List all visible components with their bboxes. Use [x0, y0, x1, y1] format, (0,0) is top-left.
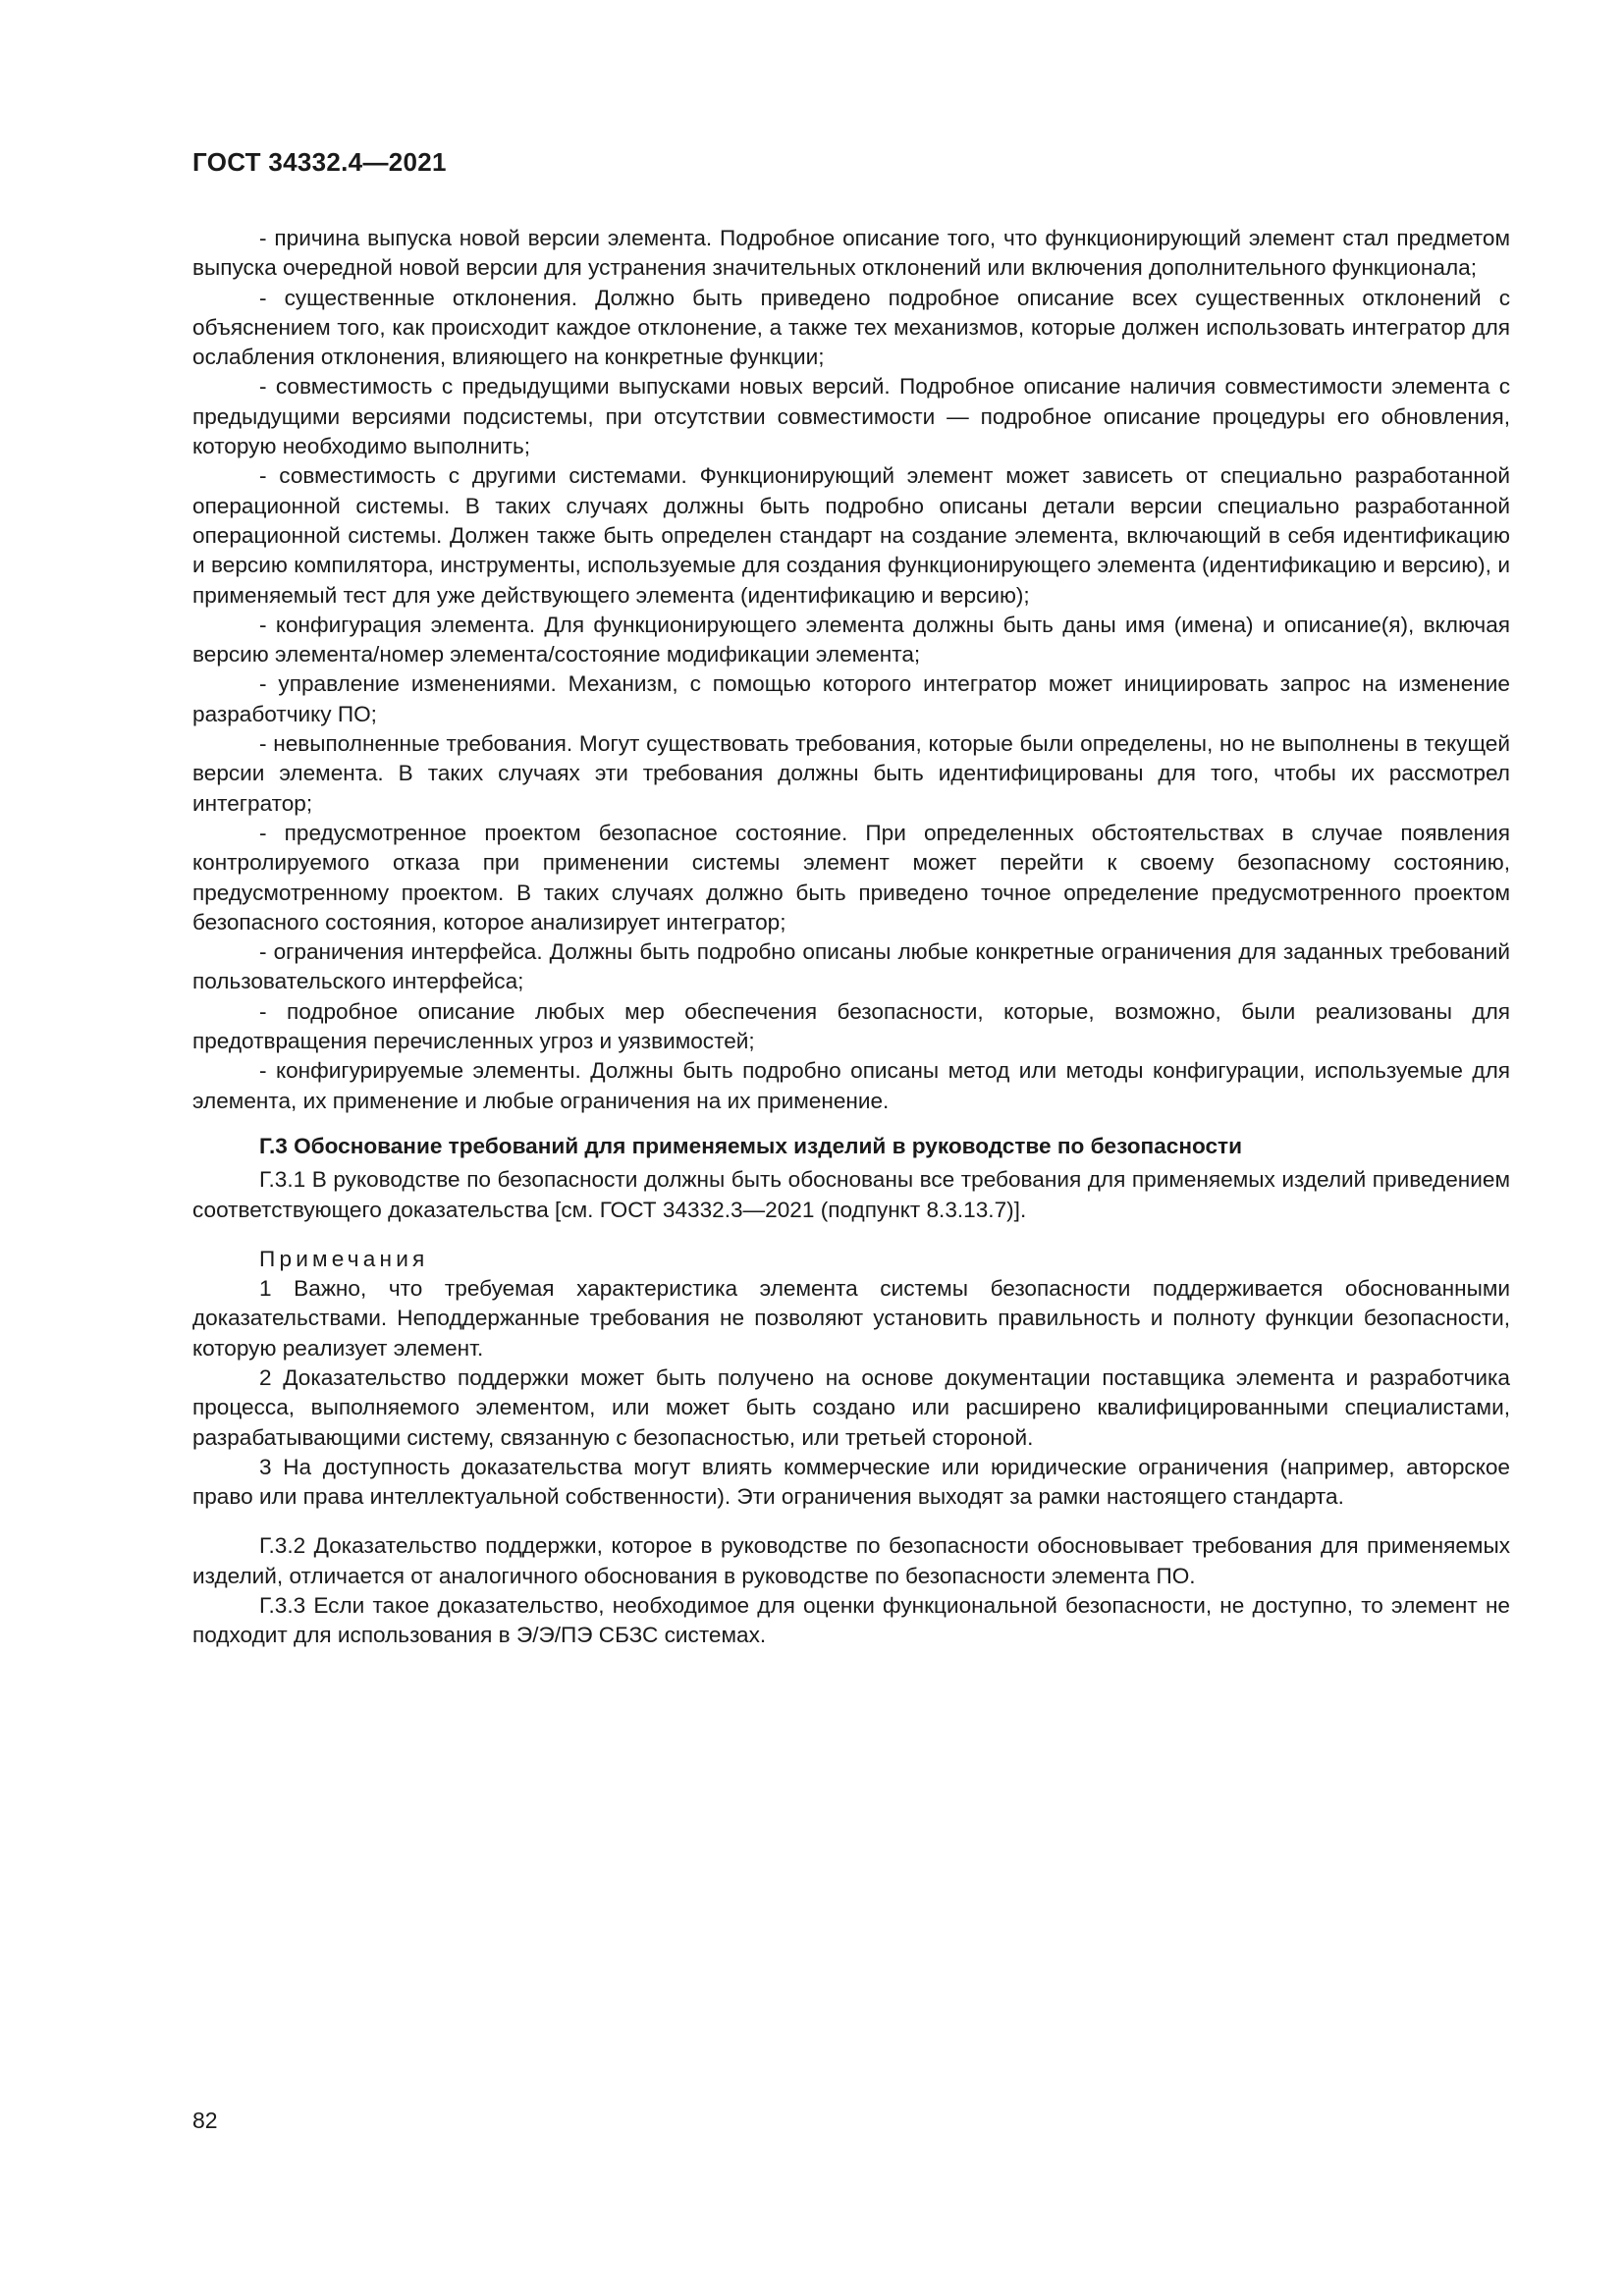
section-heading: Г.3 Обоснование требований для применяемых изделий в руководстве по безопасности [259, 1133, 1243, 1158]
page-number: 82 [192, 2108, 218, 2133]
list-item: - причина выпуска новой версии элемента. Подробное описание того, что функционирующий элемент стал предметом выпуска очередной новой версии для устранения значительных отклонений или включения дополнительного функционала; [192, 226, 1510, 281]
note-item: 1 Важно, что требуемая характеристика элемента системы безопасности поддерживается обоснованными доказательствами. Неподдержанные требования не позволяют установить правильность и полноту функции безопасности, которую реализует элемент. [192, 1276, 1510, 1361]
list-item: - конфигурация элемента. Для функционирующего элемента должны быть даны имя (имена) и описание(я), включая версию элемента/номер элемента/состояние модификации элемента; [192, 612, 1510, 667]
list-item: - управление изменениями. Механизм, с помощью которого интегратор может инициировать запрос на изменение разработчику ПО; [192, 671, 1510, 726]
list-item: - конфигурируемые элементы. Должны быть подробно описаны метод или методы конфигурации, используемые для элемента, их применение и любые ограничения на их применение. [192, 1058, 1510, 1113]
notes-title: Примечания [259, 1246, 429, 1271]
document-header: ГОСТ 34332.4—2021 [192, 147, 447, 177]
list-item: - совместимость с другими системами. Функционирующий элемент может зависеть от специально разработанной операционной системы. В таких случаях должны быть подробно описаны детали версии специально разработанной операционной системы. Должен также быть определен стандарт на создание элемента, включающий в себя идентификацию и версию компилятора, инструменты, используемые для создания функционирующего элемента (идентификацию и версию), и применяемый тест для уже действующего элемента (идентификацию и версию); [192, 463, 1510, 608]
list-item: - ограничения интерфейса. Должны быть подробно описаны любые конкретные ограничения для заданных требований пользовательского интерфейса; [192, 939, 1510, 994]
list-item: - подробное описание любых мер обеспечения безопасности, которые, возможно, были реализованы для предотвращения перечисленных угроз и уязвимостей; [192, 998, 1510, 1054]
clause-paragraph: Г.3.1 В руководстве по безопасности должны быть обоснованы все требования для применяемых изделий приведением соответствующего доказательства [см. ГОСТ 34332.3—2021 (подпункт 8.3.13.7)]. [192, 1167, 1510, 1222]
page-content [192, 224, 1510, 1651]
note-item: 3 На доступность доказательства могут влиять коммерческие или юридические ограничения (например, авторское право или права интеллектуальной собственности). Эти ограничения выходят за рамки настоящего стандарта. [192, 1454, 1510, 1510]
list-item: - предусмотренное проектом безопасное состояние. При определенных обстоятельствах в случае появления контролируемого отказа при применении системы элемент может перейти к своему безопасному состоянию, предусмотренному проектом. В таких случаях должно быть приведено точное определение предусмотренного проектом безопасного состояния, которое анализирует интегратор; [192, 820, 1510, 934]
clauses-after-notes [192, 1531, 1510, 1650]
requirements-list [192, 224, 1510, 1116]
list-item: - невыполненные требования. Могут существовать требования, которые были определены, но не выполнены в текущей версии элемента. В таких случаях эти требования должны быть идентифицированы для того, чтобы их рассмотрел интегратор; [192, 731, 1510, 816]
list-item: - совместимость с предыдущими выпусками новых версий. Подробное описание наличия совместимости элемента с предыдущими версиями подсистемы, при отсутствии совместимости — подробное описание процедуры его обновления, которую необходимо выполнить; [192, 374, 1510, 459]
notes-block [192, 1245, 1510, 1513]
clause-paragraph: Г.3.2 Доказательство поддержки, которое в руководстве по безопасности обосновывает требования для применяемых изделий, отличается от аналогичного обоснования в руководстве по безопасности элемента ПО. [192, 1533, 1510, 1588]
list-item: - существенные отклонения. Должно быть приведено подробное описание всех существенных отклонений с объяснением того, как происходит каждое отклонение, а также тех механизмов, которые должен использовать интегратор для ослабления отклонения, влияющего на конкретные функции; [192, 285, 1510, 370]
note-item: 2 Доказательство поддержки может быть получено на основе документации поставщика элемента и разработчика процесса, выполняемого элементом, или может быть создано или расширено квалифицированными специалистами, разрабатывающими систему, связанную с безопасностью, или третьей стороной. [192, 1364, 1510, 1450]
clause-paragraph: Г.3.3 Если такое доказательство, необходимое для оценки функциональной безопасности, не доступно, то элемент не подходит для использования в Э/Э/ПЭ СБЗС системах. [192, 1593, 1510, 1648]
